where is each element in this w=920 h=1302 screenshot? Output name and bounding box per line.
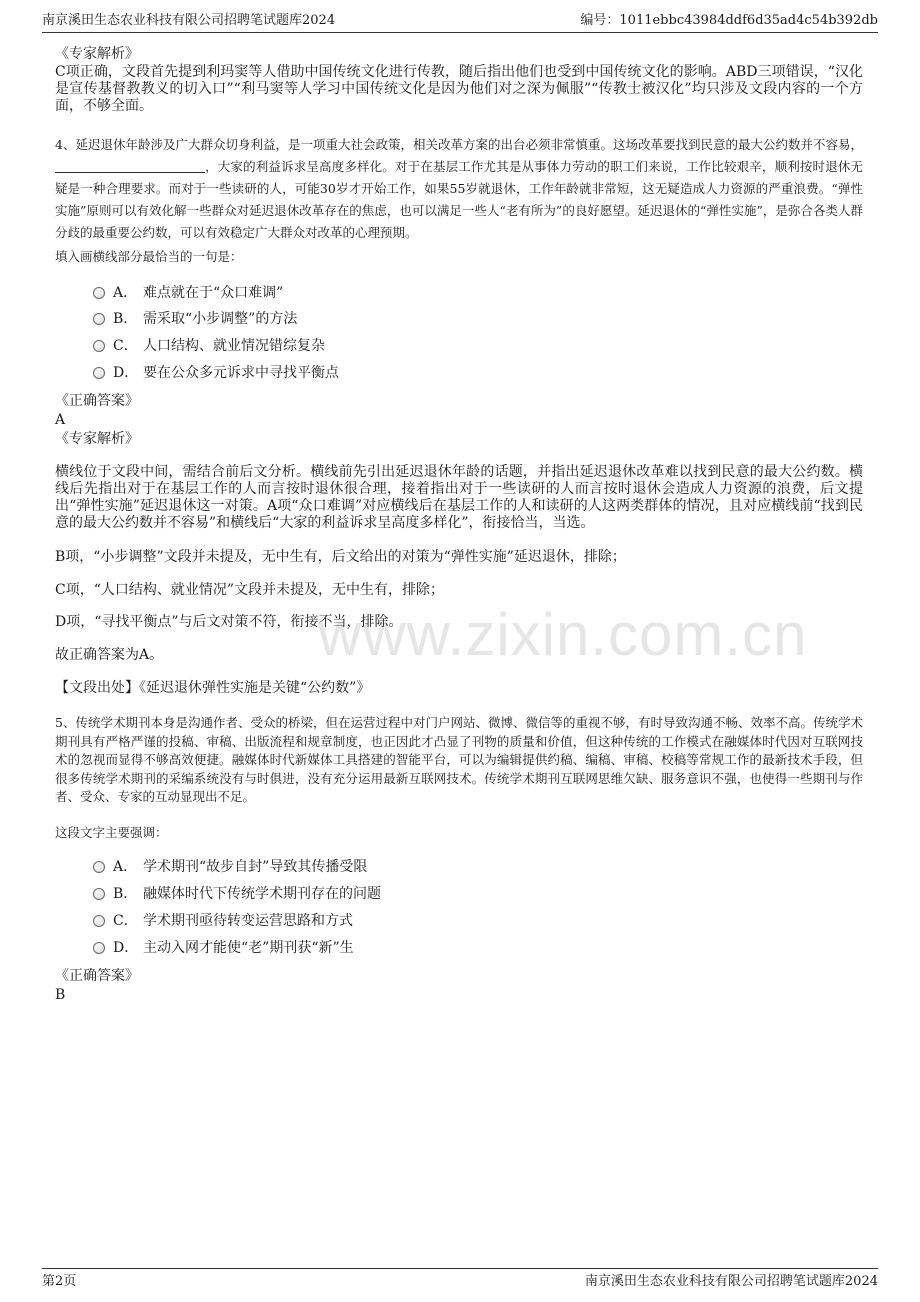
q5-option-b[interactable]: B． 融媒体时代下传统学术期刊存在的问题	[93, 885, 381, 903]
q4-stem-start: 4、延迟退休年龄涉及广大群众切身利益，是一项重大社会政策，相关改革方案的出台必须非常慎重。这场改革要找到民意的最大公约数并不容易，	[55, 137, 863, 152]
radio-icon[interactable]	[93, 888, 105, 900]
q5-stem: 5、传统学术期刊本身是沟通作者、受众的桥梁，但在运营过程中对门户网站、微博、微信等的重视不够，有时导致沟通不畅、效率不高。传统学术期刊具有严格严谨的投稿、审稿、出版流程和规章制度，也正因此才凸显了刊物的质量和价值，但这种传统的工作模式在融媒体时代因对互联网技术的忽视而显得不够高效便捷。融媒体时代新媒体工具搭建的智能平台，可以为编辑提供约稿、编稿、审稿、校稿等常规工作的最新技术手段，但很多传统学术期刊的采编系统没有与时俱进，没有充分运用最新互联网技术。传统学术期刊互联网思维欠缺、服务意识不强，也使得一些期刊与作者、受众、专家的互动显现出不足。	[55, 715, 863, 804]
q5-prompt: 这段文字主要强调：	[55, 825, 168, 840]
q4-option-a[interactable]: A． 难点就在于“众口难调”	[93, 284, 283, 302]
q4-stem-end: ，大家的利益诉求呈高度多样化。对于在基层工作尤其是从事体力劳动的职工们来说，工作比较艰辛，顺利按时退休无疑是一种合理要求。而对于一些读研的人，可能30岁才开始工作，如果55岁就退休，工作年龄就非常短，这无疑造成人力资源的严重浪费。“弹性实施”原则可以有效化解一些群众对延迟退休改革存在的焦虑，也可以满足一些人“老有所为”的良好愿望。延迟退休的“弹性实施”，是弥合各类人群分歧的最重要公约数，可以有效稳定广大群众对改革的心理预期。	[55, 159, 863, 240]
radio-icon[interactable]	[93, 340, 105, 352]
q5-option-c[interactable]: C． 学术期刊亟待转变运营思路和方式	[93, 912, 353, 930]
q5-option-d[interactable]: D． 主动入网才能使“老”期刊获“新”生	[93, 939, 354, 957]
q4-stem	[55, 134, 863, 244]
watermark: www.zixin.com.cn	[318, 601, 808, 668]
q4-conclusion: 故正确答案为A。	[55, 647, 164, 663]
q4-prompt: 填入画横线部分最恰当的一句是：	[55, 249, 243, 264]
radio-icon[interactable]	[93, 861, 105, 873]
prev-analysis-text: C项正确，文段首先提到利玛窦等人借助中国传统文化进行传教，随后指出他们也受到中国传统文化的影响。ABD三项错误，“汉化是宣传基督教教义的切入口”“利马窦等人学习中国传统文化是因为他们对之深为佩服”“传教士被汉化”均只涉及文段内容的一个方面，不够全面。	[55, 64, 863, 114]
q4-option-c[interactable]: C． 人口结构、就业情况错综复杂	[93, 337, 325, 355]
q4-analysis-b: B项，“小步调整”文段并未提及，无中生有，后文给出的对策为“弹性实施”延迟退休，排除；	[55, 549, 626, 565]
q4-analysis-d: D项，“寻找平衡点”与后文对策不符，衔接不当，排除。	[55, 614, 403, 630]
footer-title: 南京溪田生态农业科技有限公司招聘笔试题库2024	[584, 1274, 878, 1289]
radio-icon[interactable]	[93, 915, 105, 927]
radio-icon[interactable]	[93, 313, 105, 325]
radio-icon[interactable]	[93, 942, 105, 954]
header-doc-number: 编号：1011ebbc43984ddf6d35ad4c54b392db	[580, 13, 878, 28]
q4-option-b[interactable]: B． 需采取“小步调整”的方法	[93, 310, 297, 328]
header-title: 南京溪田生态农业科技有限公司招聘笔试题库2024	[42, 13, 336, 28]
radio-icon[interactable]	[93, 287, 105, 299]
q4-analysis-heading: 《专家解析》	[55, 431, 139, 447]
q4-analysis-main: 横线位于文段中间，需结合前后文分析。横线前先引出延迟退休年龄的话题，并指出延迟退休改革难以找到民意的最大公约数。横线后先指出对于在基层工作的人而言按时退休很合理，接着指出对于一些读研的人而言按时退休会造成人力资源的浪费，后文提出“弹性实施”延迟退休这一对策。A项“众口难调”对应横线后在基层工作的人和读研的人这两类群体的情况，且对应横线前“找到民意的最大公约数并不容易”和横线后“大家的利益诉求呈高度多样化”，衔接恰当，当选。	[55, 464, 863, 531]
prev-analysis-heading: 《专家解析》	[55, 46, 139, 62]
q4-analysis-c: C项，“人口结构、就业情况”文段并未提及，无中生有，排除；	[55, 582, 445, 598]
q4-source: 【文段出处】《延迟退休弹性实施是关键“公约数”》	[55, 680, 371, 696]
q5-answer: B	[55, 987, 66, 1003]
radio-icon[interactable]	[93, 367, 105, 379]
q4-option-d[interactable]: D． 要在公众多元诉求中寻找平衡点	[93, 364, 339, 382]
q4-answer-heading: 《正确答案》	[55, 393, 139, 409]
q4-blank	[55, 160, 205, 173]
q5-option-a[interactable]: A． 学术期刊“故步自封”导致其传播受限	[93, 858, 367, 876]
page-header	[42, 10, 878, 33]
page-number: 第2页	[42, 1274, 77, 1289]
q4-answer: A	[55, 412, 66, 428]
q5-answer-heading: 《正确答案》	[55, 968, 139, 984]
page-footer	[42, 1268, 878, 1291]
